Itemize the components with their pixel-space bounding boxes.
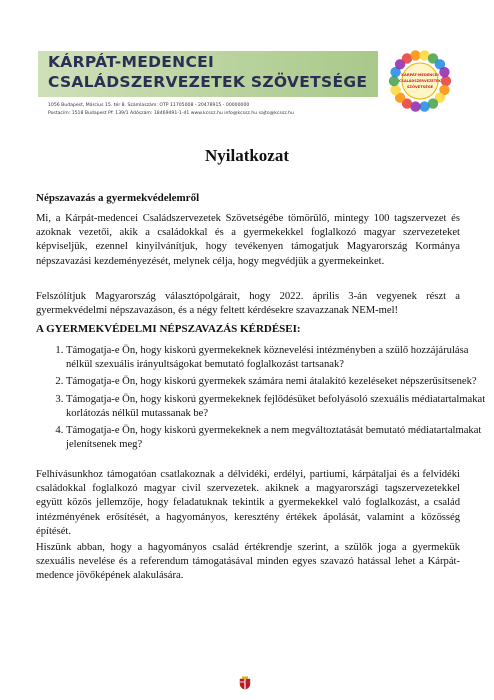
logo-petal <box>441 76 451 86</box>
question-item: 4. Támogatja-e Ön, hogy kiskorú gyermekeknek a nem megváltoztatását bemutató médiatartalmakat jelenítsenek meg? <box>66 424 490 452</box>
svg-text:KÁRPÁT-MEDENCEI: KÁRPÁT-MEDENCEI <box>401 73 439 77</box>
paragraph-intro: Mi, a Kárpát-medencei Családszervezetek Szövetségébe tömörülő, mintegy 100 tagszervezet és azoknak vezetői, akik a családokkal és a gyermekekkel foglalkozó magyar szervezeteket képviseljük, ezennel kinyilvánítjuk, hogy tevékenyen támogatjuk Magyarország Kormánya népszavazási kezdeményezését, melynek célja, hogy megvédjük a gyermekeinket. <box>36 213 460 267</box>
paragraph-belief: Hiszünk abban, hogy a hagyományos család értékrendje szerint, a szülők joga a gyermekük szexuális nevelése és a referendum támogatásával minden egyes szavazó hatással lehet a Kárpát-medence jövőképének alakulására. <box>36 542 460 582</box>
logo-petal <box>389 76 399 86</box>
svg-text:SZÖVETSÉGE: SZÖVETSÉGE <box>406 85 434 89</box>
address-line2: Postacím: 1518 Budapest Pf: 139/1 Adószám: 18469491-1-41 www.kcssz.hu info@kcssz.hu sajto@kcssz.hu <box>48 111 294 116</box>
paragraph-call: Felszólítjuk Magyarország választópolgárait, hogy 2022. április 3-án vegyenek részt a gyermekvédelmi népszavazáson, és a négy feltett kérdésekre szavazzanak NEM-mel! <box>36 291 460 317</box>
logo-petal <box>410 50 420 60</box>
svg-text:CSALÁDSZERVEZETEK: CSALÁDSZERVEZETEK <box>398 79 442 83</box>
logo-petal <box>390 85 400 95</box>
section-subheading: Népszavazás a gyermekvédelemről <box>36 192 200 204</box>
questions-heading: A GYERMEKVÉDELMI NÉPSZAVAZÁS KÉRDÉSEI: <box>36 323 301 335</box>
address-line1: 1056 Budapest, Március 15. tér 8. Számlaszám: OTP 11705008 - 20478915 - 00000000 <box>48 103 250 108</box>
letterhead <box>38 47 456 125</box>
question-item: 3. Támogatja-e Ön, hogy kiskorú gyermekeknek fejlődésüket befolyásoló szexuális médiatartalmakat korlátozás nélkül mutassanak be? <box>66 393 490 421</box>
questions-list <box>36 344 490 455</box>
org-name-line1: KÁRPÁT-MEDENCEI <box>48 53 215 71</box>
org-logo <box>386 47 454 115</box>
paragraph-support: Felhívásunkhoz támogatóan csatlakoznak a délvidéki, erdélyi, partiumi, kárpátaljai és a felvidéki családokkal foglalkozó magyar civil szervezetek. akiknek a magyarországi tagszervezetekkel együtt közös jellemzője, hogy feladatuknak tekintik a gyermekekkel való foglalkozást, a család intézményének erősítését, a hagyományos, keresztény értékek ápolását, valamint a közösség építését. <box>36 469 460 537</box>
question-item: 1. Támogatja-e Ön, hogy kiskorú gyermekeknek köznevelési intézményben a szülő hozzájárulása nélkül szexuális irányultságokat bemutató foglalkozást tartsanak? <box>66 344 490 372</box>
org-name-line2: CSALÁDSZERVEZETEK SZÖVETSÉGE <box>48 73 368 91</box>
hungarian-crest-icon <box>239 676 251 690</box>
document-title: Nyilatkozat <box>204 146 290 165</box>
logo-petal <box>419 101 429 111</box>
logo-petal <box>439 67 449 77</box>
question-item: 2. Támogatja-e Ön, hogy kiskorú gyermekek számára nemi átalakító kezeléseket népszerűsítsenek? <box>66 375 490 389</box>
